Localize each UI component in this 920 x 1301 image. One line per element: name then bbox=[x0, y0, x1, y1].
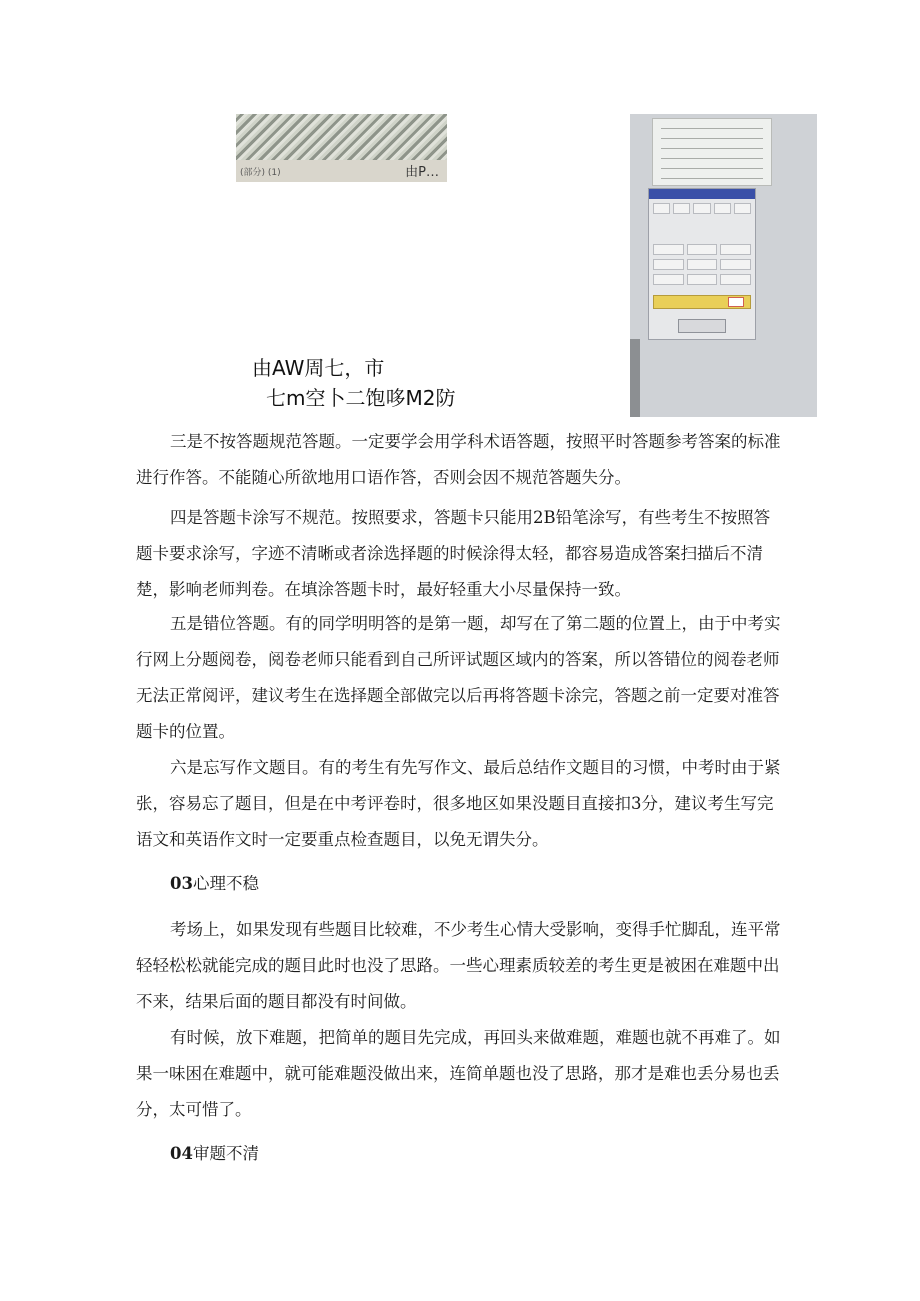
section-heading-04 bbox=[170, 1136, 259, 1172]
paragraph-6: 六是忘写作文题目。有的考生有先写作文、最后总结作文题目的习惯，中考时由于紧张，容易忘了题目，但是在中考评卷时，很多地区如果没题目直接扣3分，建议考生写完语文和英语作文时一定要重点检查题目，以免无谓失分。 bbox=[136, 758, 781, 849]
photo-dialog bbox=[648, 188, 756, 340]
scanned-photo-left bbox=[236, 114, 447, 182]
section-heading-03 bbox=[170, 866, 259, 902]
section-number-04: 04 bbox=[170, 1144, 193, 1163]
section-number-03: 03 bbox=[170, 874, 193, 893]
scanned-photo-right bbox=[630, 114, 817, 417]
photo-document bbox=[652, 118, 772, 186]
section-title-03: 心理不稳 bbox=[192, 874, 259, 893]
paragraph-03-1: 考场上，如果发现有些题目比较难，不少考生心情大受影响，变得手忙脚乱，连平常轻轻松松就能完成的题目此时也没了思路。一些心理素质较差的考生更是被困在难题中出不来，结果后面的题目都没有时间做。 bbox=[136, 920, 781, 1011]
paragraph-3: 三是不按答题规范答题。一定要学会用学科术语答题，按照平时答题参考答案的标准进行作答。不能随心所欲地用口语作答，否则会因不规范答题失分。 bbox=[136, 432, 781, 487]
paragraph-5: 五是错位答题。有的同学明明答的是第一题，却写在了第二题的位置上，由于中考实行网上分题阅卷，阅卷老师只能看到自己所评试题区域内的答案，所以答错位的阅卷老师无法正常阅评，建议考生在选择题全部做完以后再将答题卡涂完，答题之前一定要对准答题卡的位置。 bbox=[136, 614, 781, 741]
paragraph-4: 四是答题卡涂写不规范。按照要求，答题卡只能用2B铅笔涂写，有些考生不按照答题卡要求涂写，字迹不清晰或者涂选择题的时候涂得太轻，都容易造成答案扫描后不清楚，影响老师判卷。在填涂答题卡时，最好轻重大小尽量保持一致。 bbox=[136, 508, 771, 599]
figure-caption-line-2: 七m空卜二饱哆M2防 bbox=[266, 386, 456, 410]
photo-edge bbox=[630, 339, 640, 417]
section-title-04: 审题不清 bbox=[192, 1144, 259, 1163]
figure-caption-line-1: 由AW周七，市 bbox=[252, 356, 385, 380]
paragraph-03-2: 有时候，放下难题，把简单的题目先完成，再回头来做难题，难题也就不再难了。如果一味困在难题中，就可能难题没做出来，连简单题也没了思路，那才是难也丢分易也丢分，太可惜了。 bbox=[136, 1028, 781, 1119]
photo-caption-b: 由P… bbox=[405, 165, 439, 180]
photo-caption-a: (部分) (1) bbox=[240, 168, 281, 178]
